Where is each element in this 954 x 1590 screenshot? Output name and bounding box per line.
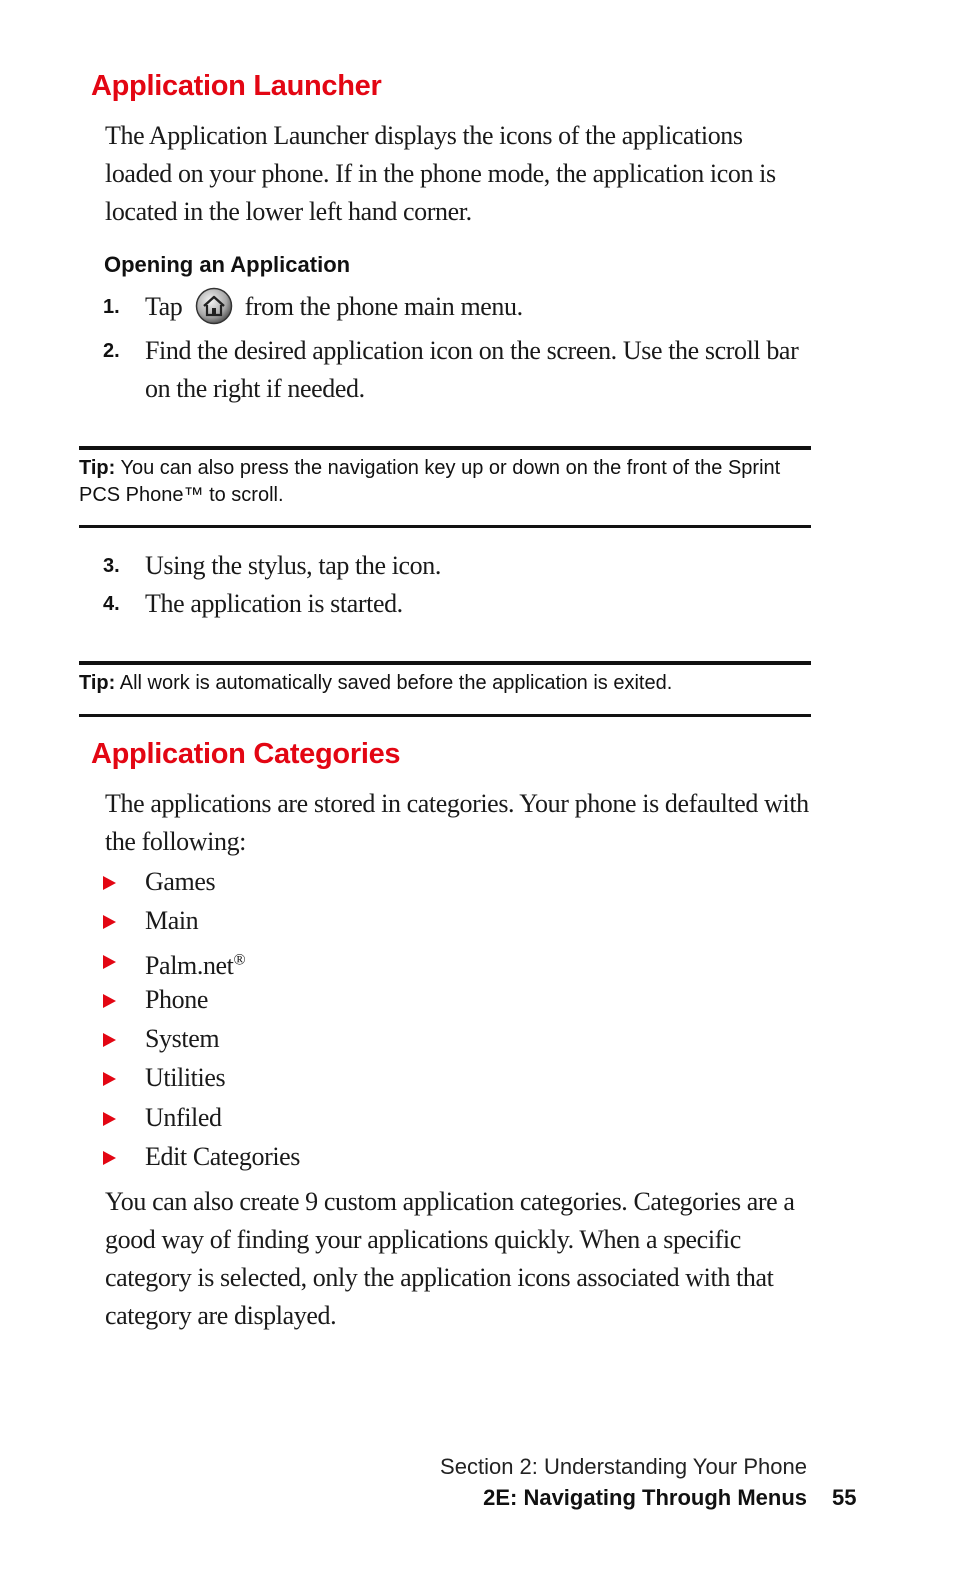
step-text: Using the stylus, tap the icon. [145,551,441,580]
footer-section: Section 2: Understanding Your Phone [440,1454,807,1479]
home-icon [195,287,233,325]
opening-subheading: Opening an Application [104,252,351,277]
step-3 [103,547,815,585]
step-1-text-before: Tap [145,292,183,321]
categories-intro: The applications are stored in categories. Your phone is defaulted with the following: [105,789,809,856]
bullet-arrow-icon [103,1112,116,1126]
bullet-arrow-icon [103,994,116,1008]
tip-label: Tip: [79,457,116,479]
list-item: Palm.net® [103,941,300,980]
tip-text: You can also press the navigation key up or down on the front of the Sprint PCS Phone™ to scroll. [79,457,781,506]
step-4 [103,585,815,623]
step-number: 3. [103,555,120,577]
launcher-heading: Application Launcher [91,70,382,102]
list-item: Main [103,901,300,940]
tip-rule [79,446,811,450]
tip-2 [79,670,811,697]
bullet-arrow-icon [103,1072,116,1086]
list-item: System [103,1019,300,1058]
category-list [103,862,300,1176]
list-item: Phone [103,980,300,1019]
bullet-arrow-icon [103,955,116,969]
step-text: The application is started. [145,589,403,618]
step-1 [103,288,815,326]
tip-rule [79,714,811,717]
footer-chapter: 2E: Navigating Through Menus [483,1485,807,1510]
tip-rule [79,525,811,528]
tip-1 [79,455,811,509]
categories-heading: Application Categories [91,738,401,770]
step-number: 4. [103,593,120,615]
tip-rule [79,661,811,665]
list-item: Games [103,862,300,901]
tip-text: All work is automatically saved before the application is exited. [119,672,673,694]
step-text: Find the desired application icon on the screen. Use the scroll bar on the right if needed. [145,336,799,403]
bullet-arrow-icon [103,915,116,929]
registered-mark: ® [233,951,246,969]
step-1-text-after: from the phone main menu. [244,292,523,321]
bullet-arrow-icon [103,1033,116,1047]
launcher-intro: The Application Launcher displays the icons of the applications loaded on your phone. If in the phone mode, the application icon is located in the lower left hand corner. [105,121,776,226]
list-item: Utilities [103,1058,300,1097]
step-number: 1. [103,296,120,318]
step-number: 2. [103,340,120,362]
bullet-arrow-icon [103,876,116,890]
categories-outro: You can also create 9 custom application categories. Categories are a good way of finding your applications quickly. When a specific category is selected, only the application icons associated with that category are displayed. [105,1187,795,1330]
tip-label: Tip: [79,672,116,694]
list-item: Unfiled [103,1098,300,1137]
step-2 [103,332,815,408]
page-number: 55 [832,1485,857,1510]
list-item: Edit Categories [103,1137,300,1176]
bullet-arrow-icon [103,1151,116,1165]
